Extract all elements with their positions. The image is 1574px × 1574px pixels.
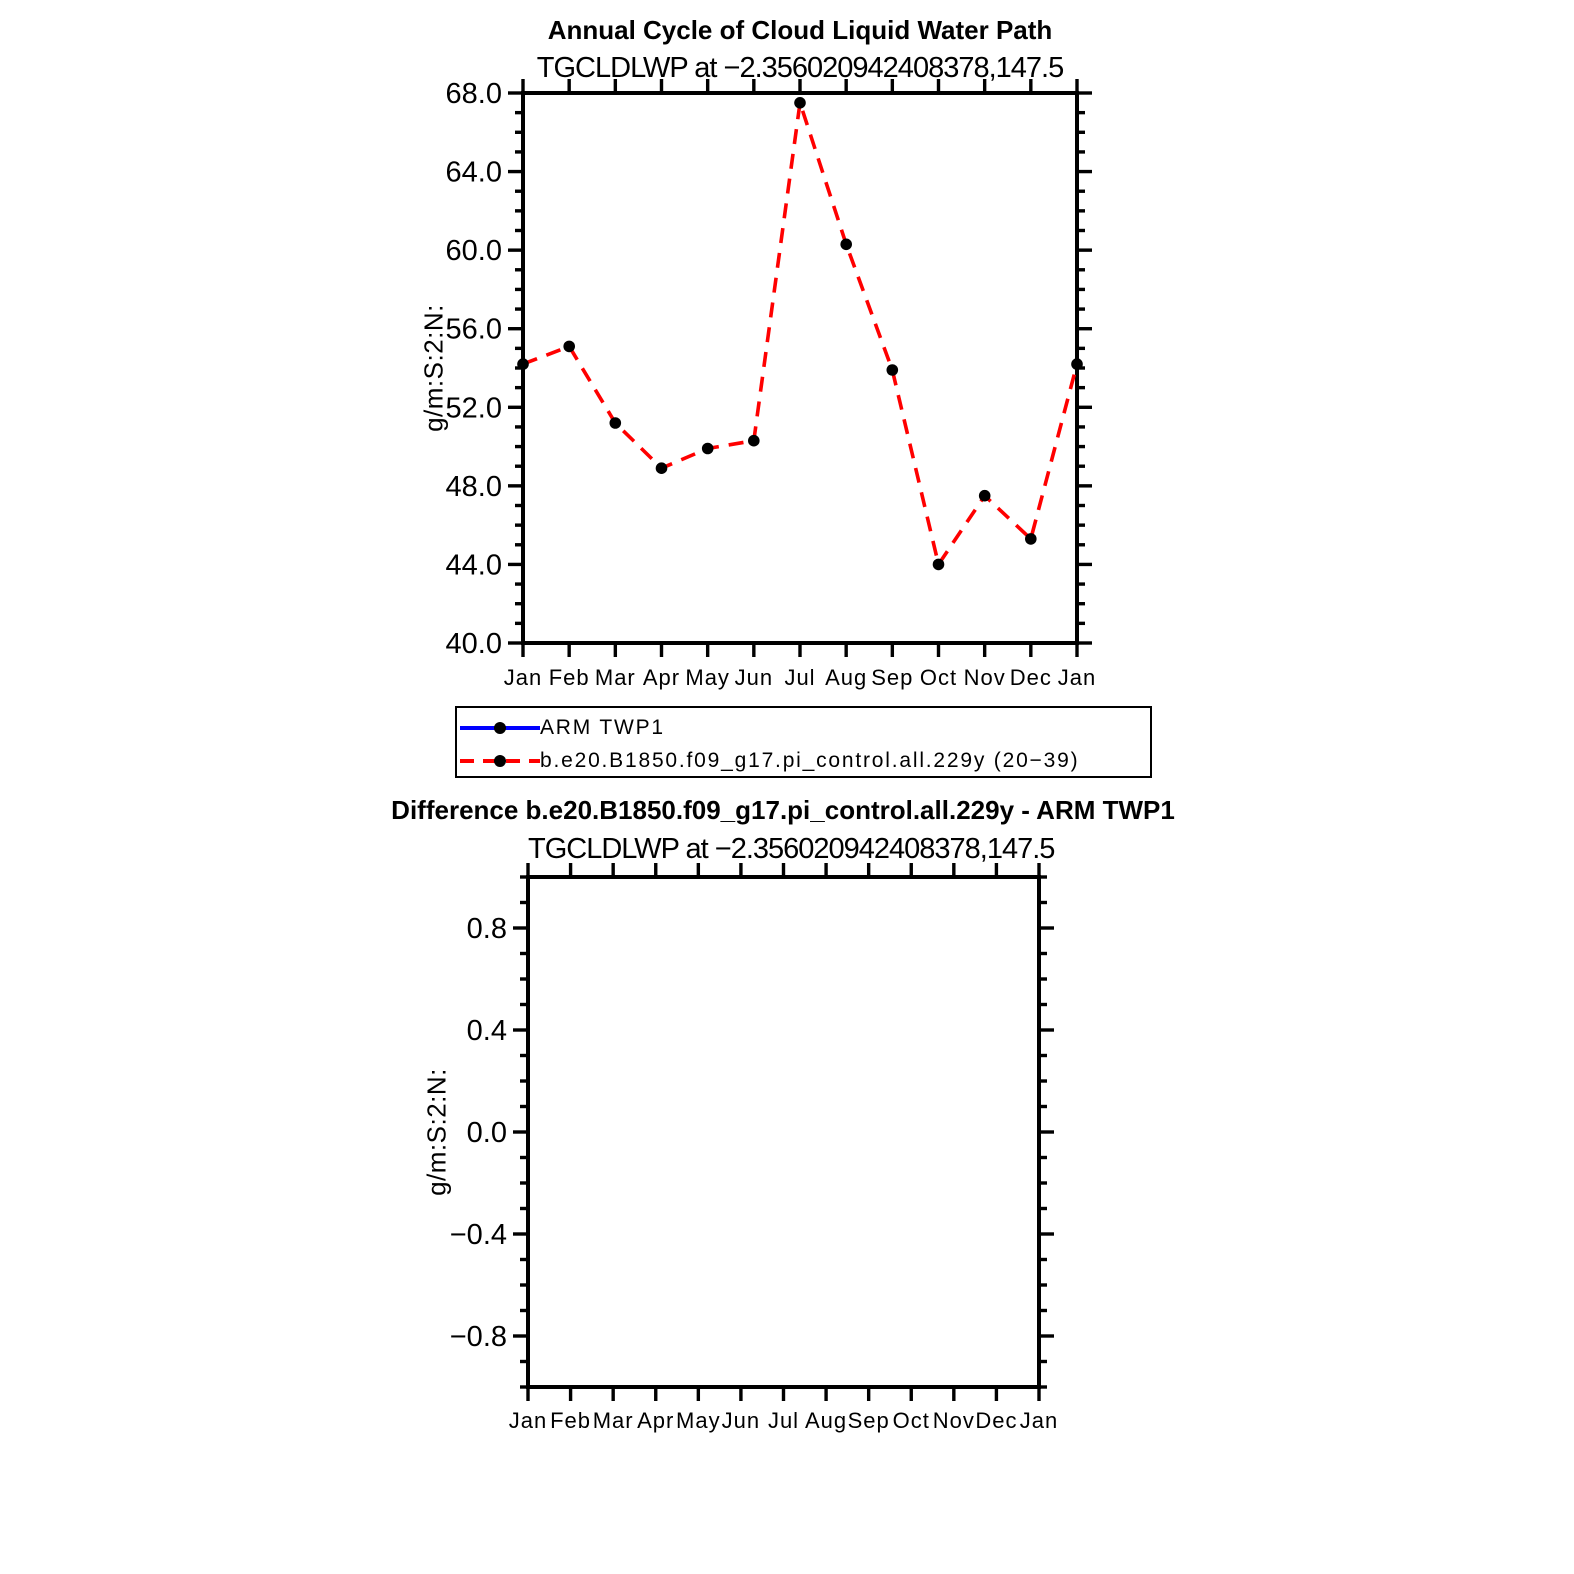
- svg-text:Jan: Jan: [503, 665, 543, 690]
- svg-text:Dec: Dec: [975, 1408, 1018, 1433]
- svg-text:May: May: [685, 665, 730, 690]
- svg-text:52.0: 52.0: [445, 392, 502, 425]
- chart2-y-axis-label: g/m:S:2:N:: [421, 1068, 452, 1196]
- svg-text:−0.8: −0.8: [449, 1321, 507, 1353]
- chart1-series-1-line: [523, 103, 1077, 565]
- svg-text:Feb: Feb: [550, 1408, 592, 1433]
- svg-text:Apr: Apr: [642, 665, 681, 690]
- svg-text:Mar: Mar: [594, 665, 636, 690]
- chart2-axes: [513, 863, 1054, 1401]
- svg-text:Nov: Nov: [932, 1408, 975, 1433]
- chart2-subtitle: TGCLDLWP at −2.356020942408378,147.5: [528, 833, 1055, 865]
- svg-text:Sep: Sep: [871, 665, 914, 690]
- chart1-month-labels: [504, 665, 1096, 690]
- chart1-ytick-labels: [446, 78, 502, 660]
- chart2-month-labels: [509, 1408, 1058, 1433]
- svg-text:Aug: Aug: [825, 665, 868, 690]
- svg-text:40.0: 40.0: [445, 628, 502, 660]
- svg-text:Jan: Jan: [1019, 1408, 1059, 1433]
- svg-text:Mar: Mar: [592, 1408, 634, 1433]
- chart1-frame: [523, 93, 1077, 643]
- legend-marker-dot-icon: [494, 755, 506, 767]
- legend-swatch: [460, 714, 540, 742]
- legend-item-label: b.e20.B1850.f09_g17.pi_control.all.229y (20−39): [540, 749, 1080, 772]
- chart1-y-axis-label: g/m:S:2:N:: [418, 304, 449, 432]
- svg-text:60.0: 60.0: [445, 235, 502, 268]
- legend-item-arm-twp1: [460, 714, 665, 742]
- svg-text:Jun: Jun: [721, 1408, 761, 1433]
- legend-swatch: [460, 747, 540, 775]
- svg-text:68.0: 68.0: [445, 78, 502, 110]
- svg-text:Jun: Jun: [734, 665, 774, 690]
- svg-text:48.0: 48.0: [445, 470, 502, 503]
- svg-text:Aug: Aug: [805, 1408, 848, 1433]
- svg-text:Dec: Dec: [1009, 665, 1052, 690]
- svg-text:64.0: 64.0: [445, 156, 502, 189]
- svg-text:Feb: Feb: [548, 665, 590, 690]
- legend-item-label: ARM TWP1: [540, 716, 665, 739]
- chart1-series-1-markers: [517, 97, 1083, 570]
- svg-text:Jul: Jul: [767, 1408, 800, 1433]
- svg-text:56.0: 56.0: [445, 313, 502, 346]
- svg-text:Jul: Jul: [784, 665, 816, 690]
- svg-text:−0.4: −0.4: [449, 1219, 507, 1251]
- svg-text:0.8: 0.8: [466, 913, 507, 945]
- svg-text:44.0: 44.0: [445, 549, 502, 582]
- svg-text:May: May: [676, 1408, 721, 1433]
- svg-text:Jan: Jan: [1057, 665, 1097, 690]
- svg-text:0.0: 0.0: [466, 1117, 507, 1149]
- legend-item-model-run: [460, 747, 1079, 775]
- chart1-subtitle: TGCLDLWP at −2.356020942408378,147.5: [536, 52, 1064, 84]
- svg-text:Nov: Nov: [963, 665, 1006, 690]
- legend: [455, 706, 1152, 778]
- chart2-ytick-labels: [450, 913, 507, 1353]
- svg-text:0.4: 0.4: [466, 1015, 507, 1047]
- legend-marker-dot-icon: [494, 722, 506, 734]
- chart1-title: Annual Cycle of Cloud Liquid Water Path: [547, 15, 1053, 45]
- svg-text:Oct: Oct: [919, 665, 958, 690]
- chart2-frame: [528, 877, 1039, 1387]
- chart2-title: Difference b.e20.B1850.f09_g17.pi_control.all.229y - ARM TWP1: [391, 795, 1175, 825]
- svg-text:Oct: Oct: [892, 1408, 930, 1433]
- svg-text:Sep: Sep: [847, 1408, 890, 1433]
- svg-text:Jan: Jan: [508, 1408, 548, 1433]
- svg-text:Apr: Apr: [637, 1408, 675, 1433]
- chart1-axes: [508, 79, 1092, 657]
